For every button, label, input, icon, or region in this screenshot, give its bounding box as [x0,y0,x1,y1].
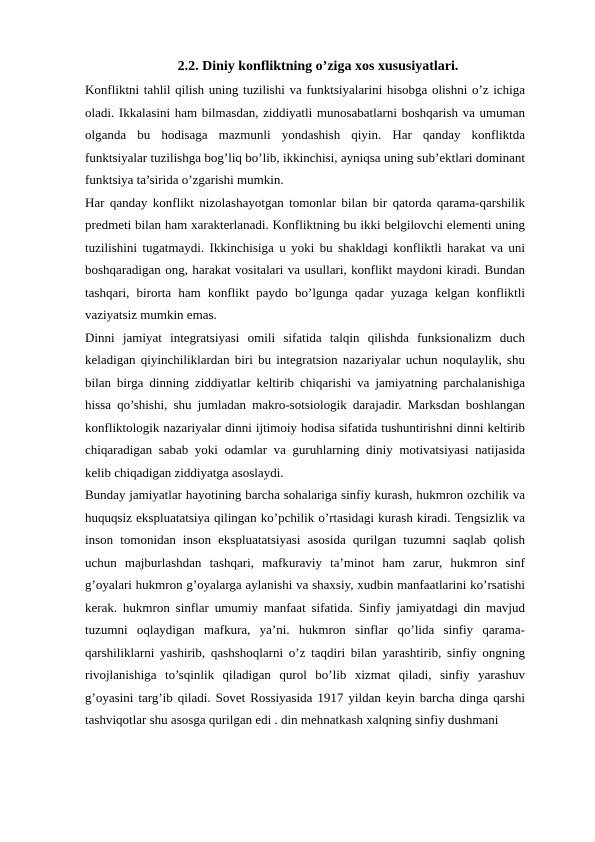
paragraph-3: Dinni jamiyat integratsiyasi omili sifatida talqin qilishda funksionalizm duch keladigan qiyinchiliklardan biri bu integratsion nazariyalar uchun noqulaylik, shu bilan birga dinning ziddiyatlar keltirib chiqarishi va jamiyatning parchalanishiga hissa qo’shishi, shu jumladan makro-sotsiologik darajadir. Marksdan boshlangan konfliktologik nazariyalar dinni ijtimoiy hodisa sifatida tushuntirishni dinni keltirib chiqaradigan sabab yoki odamlar va guruhlarning diniy motivatsiyasi natijasida kelib chiqadigan ziddiyatga asoslaydi. [85,329,525,480]
paragraph-2: Har qanday konflikt nizolashayotgan tomonlar bilan bir qatorda qarama-qarshilik predmeti bilan ham xarakterlanadi. Konfliktning bu ikki belgilovchi elementi uning tuzilishini tugatmaydi. Ikkinchisiga u yoki bu shakldagi konfliktli harakat va uni boshqaradigan ong, harakat vositalari va usullari, konflikt maydoni kiradi. Bundan tashqari, birorta ham konflikt paydo bo’lgunga qadar yuzaga kelgan konfliktli vaziyatsiz mumkin emas. [85,194,525,322]
paragraph-4: Bunday jamiyatlar hayotining barcha sohalariga sinfiy kurash, hukmron ozchilik va huquqsiz ekspluatatsiya qilingan ko’pchilik o’rtasidagi kurash kiradi. Tengsizlik va inson tomonidan inson ekspluatatsiyasi asosida qurilgan tuzumni saqlab qolish uchun majburlashdan tashqari, mafkuraviy ta’minot ham zarur, hukmron sinf g’oyalari hukmron g’oyalarga aylanishi va shaxsiy, xudbin manfaatlarini ko’rsatishi kerak. hukmron sinflar umumiy manfaat sifatida. Sinfiy jamiyatdagi din mavjud tuzumni oqlaydigan mafkura, ya’ni. hukmron sinflar qo’lida sinfiy qarama-qarshiliklarni yashirib, qashshoqlarni o’z taqdiri bilan yarashtirib, sinfiy ongning rivojlanishiga to’sqinlik qiladigan qurol bo’lib xizmat qiladi, sinfiy yarashuv g’oyasini targ’ib qiladi. Sovet Rossiyasida 1917 yildan keyin barcha dinga qarshi tashviqotlar shu asosga qurilgan edi . din mehnatkash xalqning sinfiy dushmani [85,487,525,727]
document-page [85,58,525,732]
section-title: 2.2. Diniy konfliktning o’ziga xos xususiyatlari. [177,59,459,74]
paragraph-1: Konfliktni tahlil qilish uning tuzilishi va funktsiyalarini hisobga olishni o’z ichiga oladi. Ikkalasini ham bilmasdan, ziddiyatli munosabatlarni boshqarish va umuman olganda bu hodisaga mazmunli yondashish qiyin. Har qanday konfliktda funktsiyalar tuzilishga bog’liq bo’lib, ikkinchisi, ayniqsa uning sub’ektlari dominant funktsiya ta’sirida o’zgarishi mumkin. [85,82,525,187]
